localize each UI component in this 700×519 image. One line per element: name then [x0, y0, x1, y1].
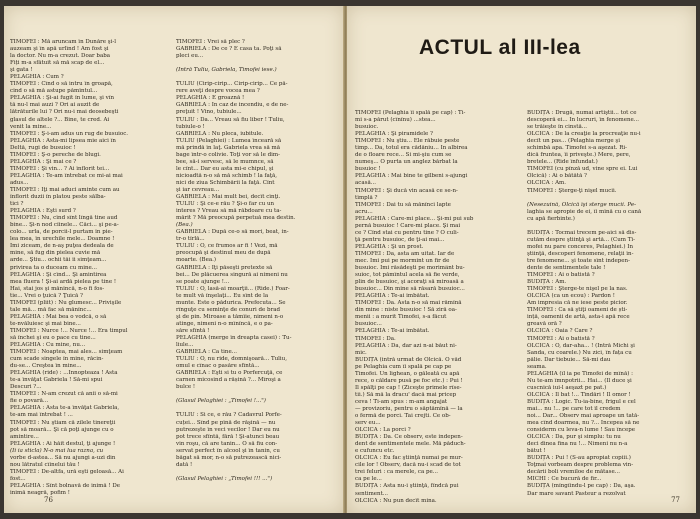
- text-line: PELAGHIA : Şi piramidele ?: [355, 131, 433, 138]
- text-line: cînd o să mă astupe pămîntul...: [10, 88, 98, 95]
- text-line: săre sfîntă !: [176, 327, 210, 334]
- text-line: timp... Da, totul era cădăniu... În albirea: [355, 145, 468, 152]
- text-line: OLCICĂ (ca un ecou) : Pardon !: [527, 293, 615, 300]
- text-line: bine... Şi-n nod cîinele... Căci... şi pe-a-: [10, 222, 119, 229]
- text-line: dată !: [176, 461, 193, 468]
- text-line: mic.: [355, 349, 367, 356]
- text-line: BUDIȚĂ : Drugă, numai artiştii... tot ce: [527, 110, 637, 116]
- text-line: OLCICĂ : O, dar-aha... ! (Intră Michi şi: [527, 342, 635, 349]
- text-line: bretele... (Ride înfundat.): [527, 159, 598, 166]
- text-line: PELAGHIA (merge în dreapta casei) : Tu-: [176, 334, 292, 341]
- text-line: TIMOFEI (pliit) : Nu glumesc... Privişile: [10, 299, 122, 306]
- text-line: te-a învăţat Gabriela ! Să-mi spui: [10, 377, 103, 384]
- text-line: TIMOFEI : Nu ştiu... Ele răbuie peste: [355, 138, 460, 145]
- text-line: TIMOFEI : Nu ştiam că zilele tinereţii: [10, 419, 116, 426]
- text-line: OLCICĂ : Oaia ? Care ?: [527, 328, 593, 335]
- text-line: deci dinea fina nu !... Nimeni nu n-a: [527, 441, 628, 448]
- text-line: Deltă, rugi de busuioc !: [10, 144, 76, 151]
- right-column-1: [355, 110, 517, 505]
- text-line: TIMOFEI : Iţi mai aduci aminte cum au: [10, 186, 120, 193]
- text-line: e cufuncu etc.: [355, 448, 395, 455]
- act-title: ACTUL al III-lea: [419, 36, 581, 59]
- text-line: te-am mai întrebat ! ...: [10, 412, 73, 419]
- text-line: TIMOFEI : Nu, cînd sînt lîngă tine aud: [10, 215, 118, 222]
- text-line: tie... Vrei o ţuică ? Ţuică ?: [10, 292, 83, 299]
- text-line: mofei nu pare conceres, Pelaghiei.) În: [527, 243, 634, 250]
- text-line: preocupă şi destinul meu de după: [176, 250, 271, 257]
- text-line: TIMOFEI : Cînd o să intru în groapă,: [10, 81, 113, 88]
- text-line: PELAGHIA : E groaznă !: [176, 95, 245, 102]
- text-line: o fermă de porci. Tai crejti. Ce ob-: [355, 413, 451, 420]
- text-line: PELAGHIA : Sînt bolnavă de inimă ! De: [10, 482, 121, 489]
- text-line: PELAGHIA (îl ia pe Timofei de mînă) :: [527, 370, 633, 377]
- text-line: GABRIELA : Mai mult bei, decît cînţi.: [176, 194, 281, 201]
- text-line: PELAGHIA : Şi un prost.: [355, 243, 424, 250]
- text-line: Sanda, cu coarele.) Nu zici, în fața cu: [527, 349, 632, 356]
- text-line: GABRIELA : De ce ? E casa ta. Poţi să: [176, 46, 282, 53]
- text-line: te mult vă înşelaţi... Eu sînt de la: [176, 292, 269, 299]
- text-line: du-se... Creştea în mine...: [10, 363, 82, 370]
- text-line: TULIU : O, lasă-ai moarţii... (Ride.) Foar-: [176, 285, 290, 292]
- text-line: înflorit duzii în platou peste sălba-: [10, 194, 106, 201]
- text-line: cuscnică iui-l aeşazt pe pat.): [527, 384, 607, 391]
- text-line: nou lătratul cîinelui tău !: [10, 461, 80, 468]
- text-line: busuioc. Îmi răsădeşti pe morimânt bu-: [355, 265, 465, 272]
- text-line: (Bea.): [176, 222, 193, 229]
- text-line: busuioc...: [355, 321, 382, 328]
- text-line: TULIU : Şi ce-e rău ? Şi-o far cu un: [176, 201, 275, 208]
- text-line: ca pe le...: [355, 476, 382, 483]
- text-line: TIMOFEI : Da. Asta n-o să mai rămînă: [355, 300, 462, 307]
- text-line: pot trece sfîntă, fără ! Şi-atunci beau: [176, 433, 280, 440]
- text-line: privirea ta o duceam cu mine...: [10, 264, 98, 271]
- text-line: de o floare rece... Si mi-şiu cum se: [355, 152, 452, 159]
- text-line: TULIU : Si ce, e rău ? Cadavrul Porfe-: [176, 412, 282, 419]
- text-line: lea mea, în urechile mele... Doamne !: [10, 236, 115, 243]
- text-line: TIMOFEI : N-am crezut că anii o să-mi: [10, 391, 118, 398]
- text-line: [527, 195, 691, 202]
- text-line: PELAGHIA : Care-mi place... Şi-mi pui sub: [355, 215, 474, 222]
- text-line: cum scade singele în mine, răcin-: [10, 356, 104, 363]
- text-line: Am impresia că ne iese peste picior.: [527, 300, 628, 307]
- text-line: Nu te-am îmnpotrii... Hai... (Îl duce şi: [527, 377, 632, 384]
- text-line: ce ? Cînd stai cu pentru tine ? O culi-: [355, 229, 459, 236]
- left-page: [4, 6, 344, 513]
- text-line: servat perfect în alcool şi în tanin, cu: [176, 447, 280, 454]
- text-line: busuioc !: [355, 166, 381, 173]
- text-line: OLCICĂ : Am.: [527, 180, 567, 187]
- text-line: vin roşu, că are tanin... O să fiu con-: [176, 440, 278, 447]
- text-line: [176, 469, 339, 476]
- text-line: colo... urla, de porcii-l purtam în pie-: [10, 229, 113, 236]
- text-line: PELAGHIA : Ai hăit destul, ţi ajunge !: [10, 440, 116, 447]
- text-line: [176, 391, 339, 398]
- text-line: PELAGHIA : Mai bine te gîlbeni s-ajungi: [355, 173, 468, 180]
- text-line: PELAGHIA : Şi-ai fugit în lume, şi vîn: [10, 95, 115, 102]
- text-line: preţuit ! Vino, tubiule...: [176, 109, 242, 116]
- text-line: mec. Îmi pui pe mormint un fir de: [355, 257, 450, 264]
- text-line: din mine : niste busuioc ! Să ziră oa-: [355, 307, 457, 314]
- text-line: Hai, stai jos şi mănîncă, n-o fi fos-: [10, 285, 105, 292]
- right-page: [347, 6, 696, 513]
- text-line: Descuri ?...: [10, 384, 42, 391]
- text-line: tîmplă ?: [355, 194, 378, 201]
- text-line: şi gata !: [10, 67, 33, 74]
- text-line: munte. Este o pădurica. Prefecuta... Se: [176, 299, 286, 306]
- text-line: bei... De plăcuerea singură ai nimeni nu: [176, 271, 288, 278]
- left-column-1: [10, 39, 172, 497]
- text-line: rece, o căldare pusă pe foc etc.) : Pui !: [355, 377, 463, 384]
- text-line: busuioc... Din mine să răsară busuioc...: [355, 286, 465, 293]
- text-line: schimbă apa. Timofei s-a aşezat. Ri-: [527, 145, 628, 152]
- text-line: considerm cu leva-n lume ! Sau începe: [527, 427, 636, 434]
- text-line: tă nu-l mai auzi ? Ori ai auzit de: [10, 102, 100, 109]
- text-line: (Ii ia sticla) N-o mai lua razna, cu: [10, 447, 104, 454]
- text-line: TIMOFEI : Şi ducă vin acasă ce se-n-: [355, 187, 458, 194]
- text-line: PELAGHIA : Mai bea o vodcă, o să: [10, 313, 107, 320]
- text-line: decît un pas... (Pelaghia merge şi: [527, 138, 620, 145]
- text-line: lătrăturile lui ? Ori nu-i mai deosebeşti: [10, 109, 119, 116]
- text-line: OLCICĂ : Eu fac ştiinţă numai pe mur-: [355, 455, 463, 462]
- text-line: seama.: [527, 363, 547, 370]
- text-line: TIMOFEI (cu pînză ud, vine spre ei. Lui: [527, 166, 638, 173]
- text-line: PELAGHIA : Te-ai îmbătat.: [355, 293, 430, 300]
- text-line: PELAGHIA (ride) : ...Înnopteaza ! Asta: [10, 370, 118, 377]
- text-line: pernă busuioc ! Care-mi place. Şi mai: [355, 222, 461, 229]
- text-line: mea fluera ! Şi-ai ardă pielea pe tine !: [10, 278, 117, 285]
- text-line: TIMOFEI : Ş-o pereche de blugi.: [10, 151, 101, 158]
- text-line: rere aveţi despre vocea mea ?: [176, 88, 260, 95]
- text-line: PELAGHIA : Cu mine, nu...: [10, 342, 86, 349]
- text-line: dente de sentimentele tale !: [527, 265, 606, 272]
- text-line: OLCICĂ : Da, pur şi simplu: tu nu: [527, 434, 621, 441]
- text-line: inimă neagră, pofim !: [10, 490, 70, 496]
- text-line: băgat să mor, n-o să putrezească nici-: [176, 454, 282, 461]
- text-line: greavă oră ?: [527, 321, 562, 328]
- text-line: pe Pelaghia cum îi spală pe cap pe: [355, 363, 452, 370]
- text-line: moarte. (Bea.): [176, 257, 217, 264]
- text-line: Fiți m-a sfătuit să mă scap de el...: [10, 60, 105, 67]
- text-line: Dar mare savant Pasteur a rezolvat: [527, 490, 626, 497]
- text-line: venit la mine...: [10, 123, 52, 130]
- text-line: fost...: [10, 475, 26, 482]
- text-line: la doctor. Nu m-a crezut. Doar baba: [10, 53, 111, 60]
- text-line: BUDIȚĂ : Logic. Tu-ia-bine, frigul e cel: [527, 398, 636, 405]
- text-line: [176, 74, 339, 81]
- text-line: GABRIELA : Nu pleca, iubitule.: [176, 130, 264, 137]
- text-line: [527, 223, 691, 230]
- text-line: te-nvăluiesc şi mai bine...: [10, 320, 81, 327]
- text-line: numeş... O purta un anglez bărbat la: [355, 159, 458, 166]
- text-line: PELAGHIA : Da, dar azi n-ai băut ni-: [355, 342, 457, 349]
- text-line: omul e cînac o pasăre sfîntă...: [176, 363, 260, 370]
- text-line: TIMOFEI : Şi vin... ? Ai înflorit tei...: [10, 165, 110, 172]
- text-line: TIMOFEI : Noaptea, mai ales... simţeam: [10, 349, 123, 356]
- text-line: BUDIȚĂ (mîngîindu-l pe cap) : Da, aşa.: [527, 483, 636, 490]
- text-line: dică fruntea, îi priveşte.) Mere, pere,: [527, 152, 631, 159]
- text-line: plin de busuioc, şi acoraţi să miroasă a: [355, 279, 464, 286]
- text-line: GABRIELA : Eşti si tu o Porfercuţă, ce: [176, 370, 283, 377]
- text-line: mai... nu !... pe care tot îl credem: [527, 405, 621, 412]
- text-line: TIMOFEI : Ai o batistă ?: [527, 335, 595, 342]
- text-line: BUDIȚĂ : Pui ! (S-au apropiat copiii.): [527, 455, 631, 462]
- text-line: TIMOFEI : Da, asta am uitat. Iar de: [355, 250, 455, 257]
- text-line: atinge, nimeni n-o mînîncă, e o pa-: [176, 320, 273, 327]
- text-line: (Glasul Pelaghiei : „Timofei !!! ..."): [176, 475, 273, 482]
- right-column-2: [527, 110, 691, 498]
- text-line: BUDIȚĂ : Am.: [527, 279, 567, 286]
- text-line: OLCICĂ : De la creaţie la procreaţie nu-i: [527, 131, 641, 138]
- text-line: rînguţe cu seminţe de conuri de brad: [176, 306, 280, 313]
- text-line: tre fenomene... şi toate sînt indepen-: [527, 257, 630, 264]
- text-line: bătut !: [527, 448, 546, 455]
- text-line: TIMOFEI : Ai o batistă ?: [527, 272, 595, 279]
- text-line: ință, oamenii de artă, asta-i apă rece: [527, 314, 630, 321]
- text-line: şi iar cevreau...: [176, 186, 220, 193]
- text-line: TIMOFEI : Şterge-ţi nişel mucii.: [527, 187, 617, 194]
- text-line: (Nesezuină, Olcică îşi sterge mucii. Pe-: [527, 201, 636, 208]
- text-line: liule...: [176, 342, 194, 349]
- text-line: tale mă... mă fac să mănînc...: [10, 306, 92, 313]
- text-line: BUDIȚĂ : Da. Ce observ, este indepen-: [355, 434, 463, 441]
- text-line: putrezeşte în veci vecilor ! Dar eu nu: [176, 426, 280, 433]
- text-line: MICHI : Ce bucură de fir...: [527, 476, 602, 483]
- text-line: bulce !: [176, 384, 196, 391]
- text-line: serv eu...: [355, 420, 381, 427]
- text-line: vorbe d-astea... Să nu ajungi a-uzi din: [10, 454, 116, 461]
- text-line: PELAGHIA : Şi mai ce ?: [10, 158, 77, 165]
- text-line: Îl spălţi pe cap ! (Ziceşte primele rîse-: [355, 384, 462, 391]
- text-line: tici ?: [10, 201, 24, 208]
- text-line: cu apă fierbinte.): [527, 215, 575, 222]
- text-line: tubiule-o !: [176, 123, 205, 130]
- text-line: Îmi ziceam, de n-aş puţea dedeala de: [10, 243, 114, 250]
- text-line: Timofei. Un lighean, o găleată cu apă: [355, 370, 460, 377]
- text-line: GABRIELA : După ce-o să mori, beat, in-: [176, 229, 289, 236]
- text-line: [176, 405, 339, 412]
- text-line: tr-o tîrlă...: [176, 236, 205, 243]
- text-line: pot să moară... Şi că poţi ajunge cu o: [10, 426, 114, 433]
- text-line: Olcică) : Ai o bătătă ?: [527, 173, 587, 180]
- text-line: TULIU (Pelaghiei) : Lumea înceară să: [176, 137, 282, 144]
- text-line: mine, să fug din pielea cuvie mă: [10, 250, 101, 257]
- text-line: — provizoriu, pentru o săptămînă — la: [355, 405, 463, 412]
- text-line: TIMOFEI : Ca să ştiţi oameni de ști-: [527, 307, 628, 314]
- left-column-2: [176, 39, 339, 483]
- text-line: bage într-o colivie. Toţi vor să le dim-: [176, 151, 280, 158]
- text-line: BUDIȚĂ : Asta nu-i ştiinţă, fîndcă pui: [355, 483, 459, 490]
- text-line: arde... Ştiu... ochii tăi îi simţeam...: [10, 257, 107, 264]
- text-line: OLCICĂ : Nu pun decît mina.: [355, 497, 437, 504]
- text-line: TIMOFEI : Nurce !... Nurce !... Era timpul: [10, 327, 128, 334]
- text-line: TIMOFEI : De-altfa, ură eşti geloasă... Ai: [10, 468, 124, 475]
- text-line: TIMOFEI : Dai tu să mănînci lapte: [355, 201, 451, 208]
- text-line: GABRIELA : Iţi păseşti pretexte să: [176, 264, 273, 271]
- text-line: PELAGHIA : Cum ?: [10, 74, 64, 81]
- text-line: TIMOFEI (Pelaghia îi spală pe cap) : Ti-: [355, 110, 466, 116]
- text-line: nicioadtă n-o să mă schimb ! la faţă,: [176, 172, 278, 179]
- text-line: cuței... Sînd pe pînă de răşină — nu: [176, 419, 276, 426]
- text-line: TIMOFEI : Mă aruncam în Dunăre şi-l: [10, 39, 116, 45]
- text-line: TIMOFEI : Vrei să plec ?: [176, 39, 245, 45]
- text-line: mi s-a părut (cînînu) ...stea...: [355, 117, 436, 124]
- text-line: carnen micosind a rășină ?... Mîroşi a: [176, 377, 281, 384]
- text-line: cutăm despre ştiinţă şi artă... (Cum Ti-: [527, 236, 636, 243]
- text-line: PELAGHIA : Te-am întrebat ce mi-ai mai: [10, 172, 123, 179]
- text-line: (Intră Tuliu, Gabriela, Timofei iese.): [176, 67, 277, 74]
- text-line: adus...: [10, 179, 29, 186]
- text-line: noi... Dar... Observ mai aproape un tată-: [527, 413, 640, 420]
- text-line: PELAGHIA : Eşti surd ?: [10, 208, 76, 215]
- text-line: şi de pin. Miroase a tămîie, nimeni n-o: [176, 313, 284, 320]
- text-line: glasul de altele ?... Bine, te cred. Ai: [10, 116, 110, 123]
- text-line: TULIU (Cirip-cirip... Cirip-cirip... Ce pă-: [176, 81, 288, 88]
- text-line: amintire...: [10, 433, 39, 440]
- text-line: trei feluri : ca merele, ca pe...: [355, 469, 439, 476]
- text-line: TULIU : O, ce frumos ar fi ! Vezi, mă: [176, 243, 278, 250]
- text-line: suioc, tot pămîntul acela să fie verde,: [355, 272, 460, 279]
- text-line: GABRIELA : Ca tine...: [176, 349, 237, 356]
- text-line: acasă...: [355, 180, 376, 187]
- text-line: BUDIȚĂ : Tocmai trecem pe-aici să dis-: [527, 229, 637, 236]
- text-line: Toţmai vorbeam despre problema vin-: [527, 462, 634, 469]
- text-line: PELAGHIA : Asta te-a învăţat Gabriela,: [10, 405, 120, 412]
- text-line: decării boli vremiloe de mătase...: [527, 469, 620, 476]
- text-line: mă prindă în laţ. Gabriela vrea să mă: [176, 144, 281, 151]
- text-line: se trăieşte în cinstă...: [527, 124, 587, 131]
- text-line: ţă pentru busuioc, de ţi-ai mai...: [355, 236, 445, 243]
- text-line: busuioc.: [355, 124, 379, 131]
- text-line: laghia se apropie de ei, îi mînă cu o cană: [527, 208, 642, 215]
- text-line: fie o povară...: [10, 398, 49, 405]
- text-line: descoperă ei... În lucruri, în fenomene...: [527, 117, 640, 124]
- text-line: OLCICĂ : La porci ?: [355, 427, 411, 434]
- text-line: sentiment...: [355, 490, 389, 497]
- page-number-left: 76: [44, 496, 53, 504]
- text-line: menii : a murit Timofei, s-a făcut: [355, 314, 447, 321]
- text-line: pălie. Dar tiebuie... Să-mi dau: [527, 356, 611, 363]
- text-line: tii.) Să mă la dracu' dacă mai pricep: [355, 391, 457, 398]
- text-line: [176, 60, 339, 67]
- page-number-right: 77: [671, 496, 680, 504]
- text-line: le cînt... Dar eu asta mi-e chipul, şi: [176, 165, 274, 172]
- text-line: PELAGHIA : Şi cînd... Şi amintirea: [10, 271, 107, 278]
- text-line: OLCICĂ : Îl bat !... Tîndări ! Îl omor !: [527, 391, 631, 398]
- text-line: PELAGHIA : Te-ai îmbătat.: [355, 328, 430, 335]
- text-line: pleci eu...: [176, 53, 204, 60]
- text-line: BUDIȚĂ (intră urmat de Olcică. O văd: [355, 356, 462, 363]
- text-line: TIMOFEI : Ş-i-am adus un rug de busuioc.: [10, 130, 129, 137]
- text-line: auzeam şi în apă urlînd ! Am fost şi: [10, 46, 109, 53]
- text-line: ceva ! Ti-am spus : m-am angajat: [355, 398, 448, 405]
- text-line: TIMOFEI : Da.: [355, 335, 396, 342]
- text-line: se poate ajunge !...: [176, 278, 230, 285]
- text-line: TULIU : Da... Vreau să fiu liber ! Tuliu,: [176, 116, 285, 123]
- text-line: bee, să-i servesc, să le mumnce, să: [176, 158, 274, 165]
- text-line: interes ? Vreau să mă răbdoare cu ta-: [176, 208, 282, 215]
- text-line: (Glasul Pelaghiei : „Timofei !..."): [176, 398, 266, 405]
- text-line: mea cînd doarmea, nu ?... Incepea să ne: [527, 420, 640, 427]
- text-line: PELAGHIA : Asta-mi lipsea mie aici în: [10, 137, 116, 144]
- text-line: nici de ziua Schimbării la faţă. Cînt: [176, 179, 275, 186]
- text-line: GABRIELA : În caz de incendiu, e de ne-: [176, 102, 289, 109]
- text-line: cile lor ! Observ, dacă nu-i scad de tot: [355, 462, 461, 469]
- text-line: TULIU : O, nu ride, domnişoară... Tuliu,: [176, 356, 287, 363]
- text-line: să închei şi eu o pace cu tine...: [10, 334, 96, 341]
- text-line: acru...: [355, 208, 373, 215]
- text-line: TIMOFEI : Şterge-te nişel pe la nas.: [527, 286, 628, 293]
- text-line: ştiinţă, descoperi fenomene, relaţii în-: [527, 250, 634, 257]
- text-line: dent de sentimentele mele. Mă păduch-: [355, 441, 466, 448]
- text-line: mărit ? Mă preocupă perpetuă mea destin.: [176, 215, 296, 222]
